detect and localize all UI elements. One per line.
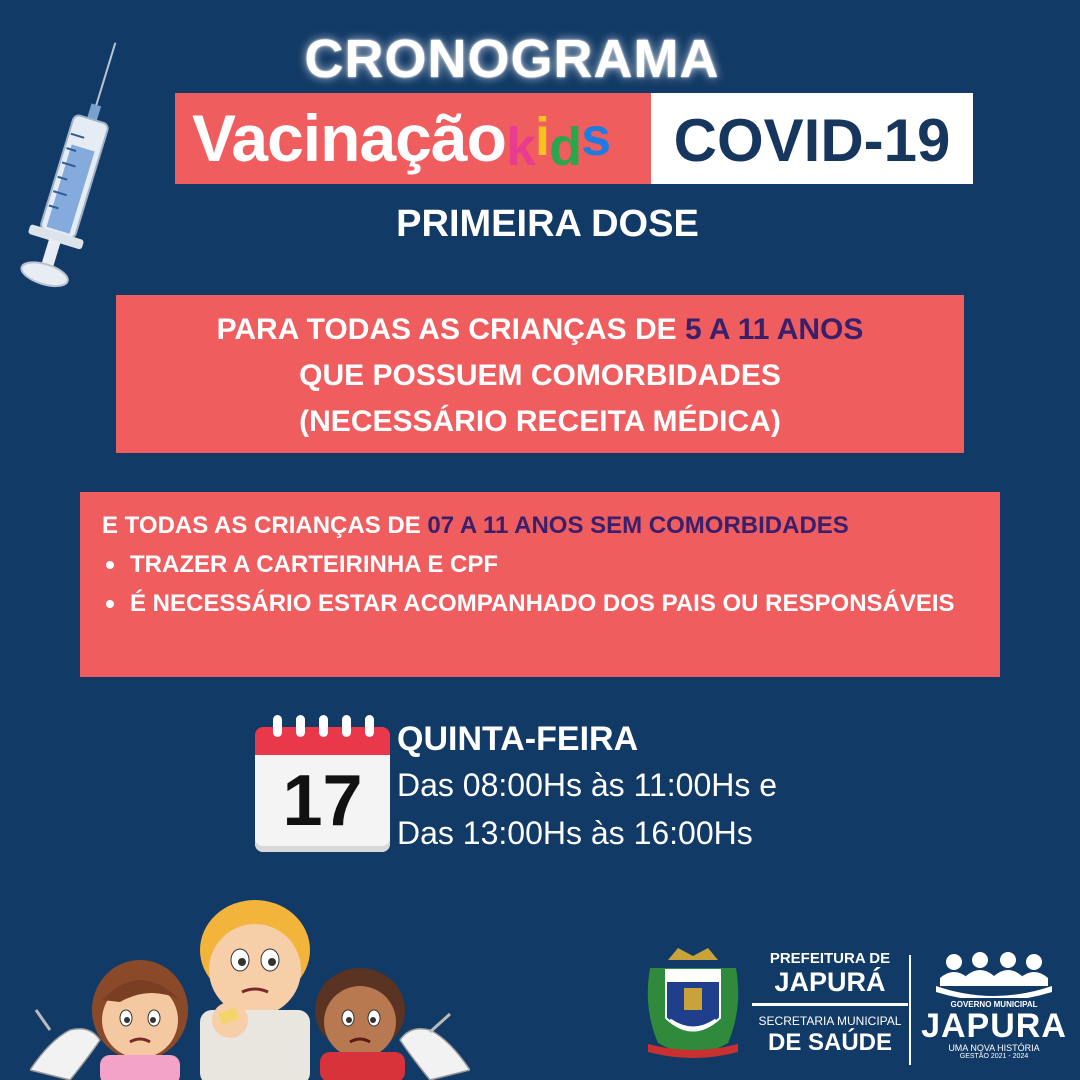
kids-letter: i [535,107,550,167]
government-city-name: JAPURA [921,1007,1067,1045]
kids-letter: k [506,117,536,177]
calendar-ring [342,715,351,737]
eligibility-box-no-comorbidities [80,492,1000,677]
calendar-ring [296,715,305,737]
government-term: GESTÃO 2021 - 2024 [959,1053,1029,1060]
eligibility-text: PARA TODAS AS CRIANÇAS DE [216,313,685,346]
calendar-day-number: 17 [282,761,363,841]
schedule-hours-afternoon: Das 13:00Hs às 16:00Hs [397,815,753,851]
divider [752,1003,908,1006]
schedule-hours-morning: Das 08:00Hs às 11:00Hs e [397,767,778,803]
calendar-ring [273,715,282,737]
eligibility-intro [102,506,1000,545]
eligibility-line-2: QUE POSSUEM COMORBIDADES [299,359,781,392]
people-icon [932,950,1056,998]
requirements-list [102,545,1000,623]
kids-letter: d [549,117,582,177]
eligibility-box-comorbidities [116,295,964,453]
prefeitura-logo [752,950,908,1058]
banner-kids-text [506,107,611,177]
age-range-highlight: 5 A 11 ANOS [684,313,864,346]
government-logo [918,950,1070,1060]
eligibility-text: E TODAS AS CRIANÇAS DE [102,512,428,539]
requirement-item: É NECESSÁRIO ESTAR ACOMPANHADO DOS PAIS OU RESPONSÁVEIS [102,584,1000,623]
banner-covid-text: COVID-19 [673,107,951,174]
city-name: JAPURÁ [774,967,886,997]
eligibility-line-3: (NECESSÁRIO RECEITA MÉDICA) [299,405,781,438]
requirement-item: TRAZER A CARTEIRINHA E CPF [102,545,1000,584]
calendar-ring [319,715,328,737]
eligibility-line-1 [116,295,964,353]
age-range-highlight: 07 A 11 ANOS SEM COMORBIDADES [427,512,849,539]
prefeitura-label: PREFEITURA DE [769,950,891,967]
secretaria-label: SECRETARIA MUNICIPAL [758,1014,902,1028]
secretaria-name: DE SAÚDE [767,1029,893,1056]
dose-subtitle: PRIMEIRA DOSE [396,203,699,245]
calendar-ring [365,715,374,737]
kids-letter: s [581,107,611,167]
schedule-weekday: QUINTA-FEIRA [397,720,639,758]
page-title: CRONOGRAMA [304,29,720,89]
banner-vaccination-text: Vacinação [192,101,506,175]
government-slogan: UMA NOVA HISTÓRIA [948,1043,1040,1053]
logo-divider [909,955,911,1065]
calendar-icon [255,715,390,852]
children-vaccination-illustration [30,890,470,1080]
government-label: GOVERNO MUNICIPAL [950,1000,1038,1009]
coat-of-arms-logo [638,948,748,1060]
